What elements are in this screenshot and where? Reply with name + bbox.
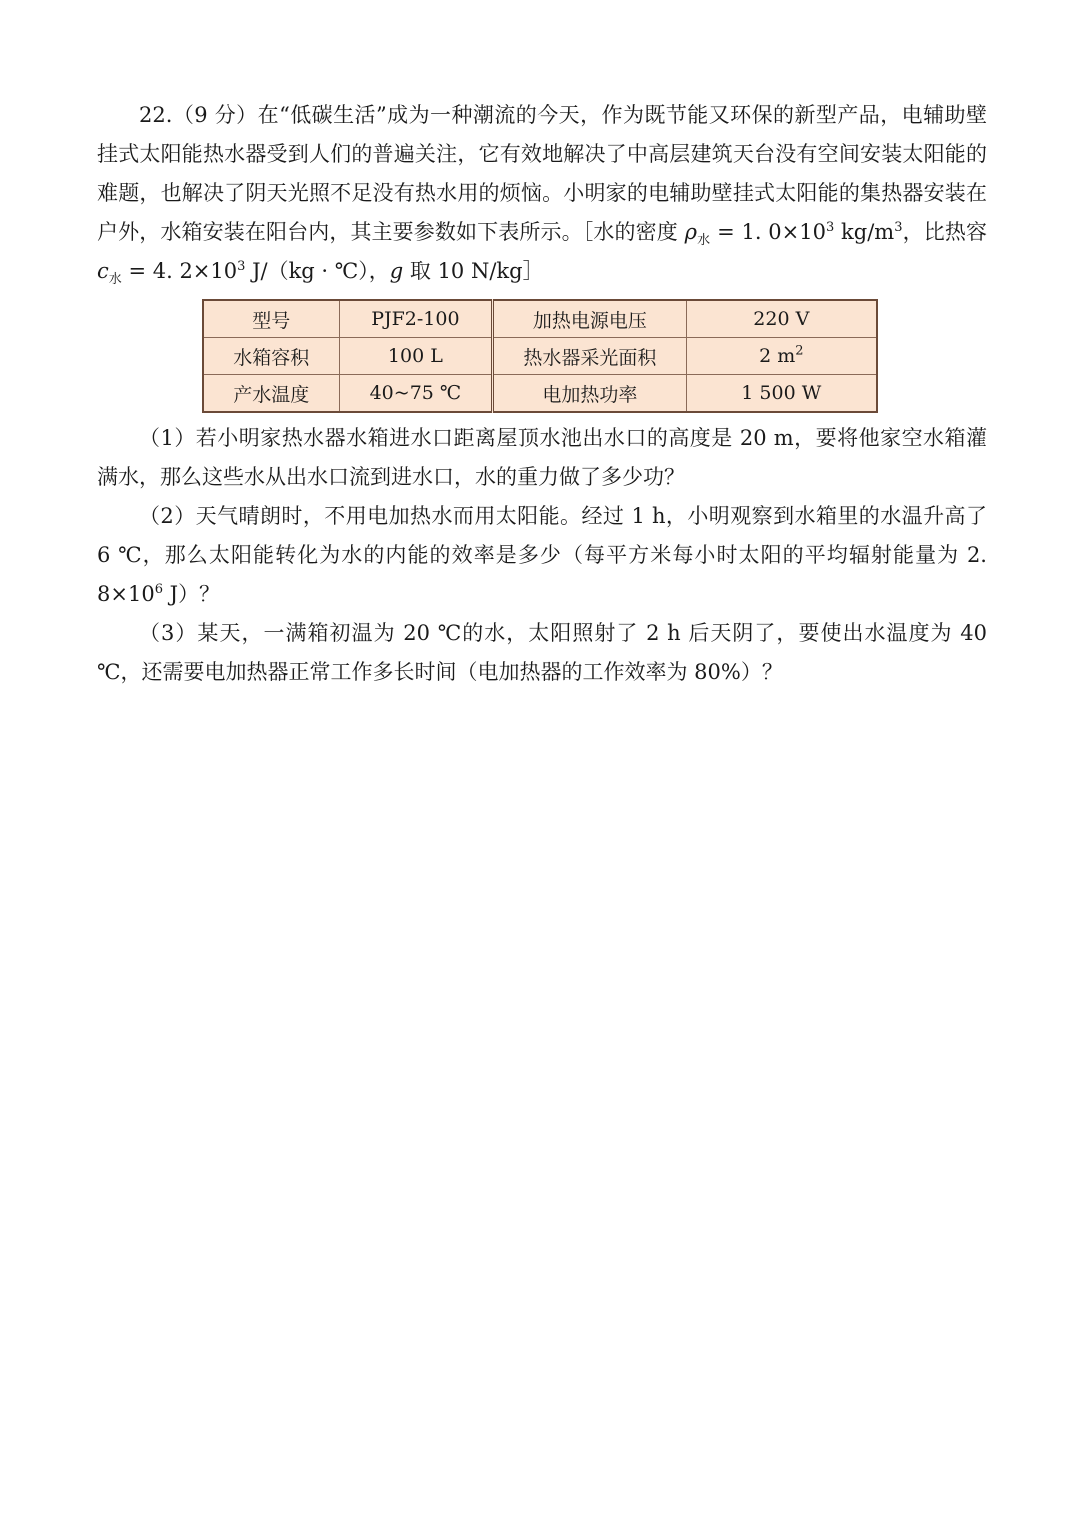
intro-text: 22.（9 分）在“低碳生活”成为一种潮流的今天，作为既节能又环保的新型产品，电辅助壁挂式太阳能热水器受到人们的普遍关注，它有效地解决了中高层建筑天台没有空间安装太阳能的难题，也解决了阴天光照不足没有热水用的烦恼。小明家的电辅助壁挂式太阳能的集热器安装在户外，水箱安装在阳台内，其主要参数如下表所示。［水的密度 (97, 103, 987, 244)
q2-exponent: 6 (154, 582, 163, 597)
table-cell-label: 产水温度 (203, 375, 339, 413)
table-row (203, 338, 877, 375)
c-unit: J/（kg · ℃）， (245, 259, 390, 283)
rho-subscript: 水 (697, 233, 711, 249)
document-page (97, 96, 987, 692)
q2-tail: J）？ (162, 582, 221, 606)
table-cell-value: 1 500 W (686, 375, 877, 413)
table-cell-label: 加热电源电压 (493, 300, 686, 338)
sub-question-1: （1）若小明家热水器水箱进水口距离屋顶水池出水口的高度是 20 m，要将他家空水箱灌满水，那么这些水从出水口流到进水口，水的重力做了多少功？ (97, 426, 987, 489)
rho-symbol: ρ (684, 220, 698, 244)
table-cell-label: 电加热功率 (493, 375, 686, 413)
question-intro (97, 96, 987, 291)
table-cell-value: 220 V (686, 300, 877, 338)
g-symbol: g (389, 259, 404, 283)
rho-exponent: 3 (825, 220, 835, 235)
table-cell-label: 热水器采光面积 (493, 338, 686, 375)
rho-unit-exponent: 3 (894, 220, 903, 235)
table-cell-value (686, 338, 877, 375)
c-subscript: 水 (108, 272, 122, 288)
table-cell-label: 型号 (203, 300, 339, 338)
area-exponent: 2 (795, 343, 804, 359)
sub-question-2 (97, 497, 987, 614)
c-exponent: 3 (237, 259, 246, 274)
sub-question-3: （3）某天，一满箱初温为 20 ℃的水，太阳照射了 2 h 后天阴了，要使出水温度为 40 ℃，还需要电加热器正常工作多长时间（电加热器的工作效率为 80%）？ (97, 621, 987, 684)
c-value: = 4. 2×10 (121, 259, 238, 283)
table-row (203, 375, 877, 413)
g-text: 取 10 N/kg］ (403, 259, 544, 283)
spec-table (202, 299, 878, 413)
c-prefix: ，比热容 (902, 220, 987, 244)
table-row (203, 300, 877, 338)
c-symbol: c (97, 259, 109, 283)
rho-value: = 1. 0×10 (710, 220, 826, 244)
table-cell-label: 水箱容积 (203, 338, 339, 375)
rho-unit: kg/m (834, 220, 895, 244)
area-value: 2 m (759, 345, 796, 367)
table-cell-value: PJF2-100 (339, 300, 493, 338)
table-cell-value: 100 L (339, 338, 493, 375)
table-cell-value: 40~75 ℃ (339, 375, 493, 413)
q2-text: （2）天气晴朗时，不用电加热水而用太阳能。经过 1 h，小明观察到水箱里的水温升高了 6 ℃，那么太阳能转化为水的内能的效率是多少（每平方米每小时太阳的平均辐射能量为 2. 8×10 (97, 504, 987, 606)
